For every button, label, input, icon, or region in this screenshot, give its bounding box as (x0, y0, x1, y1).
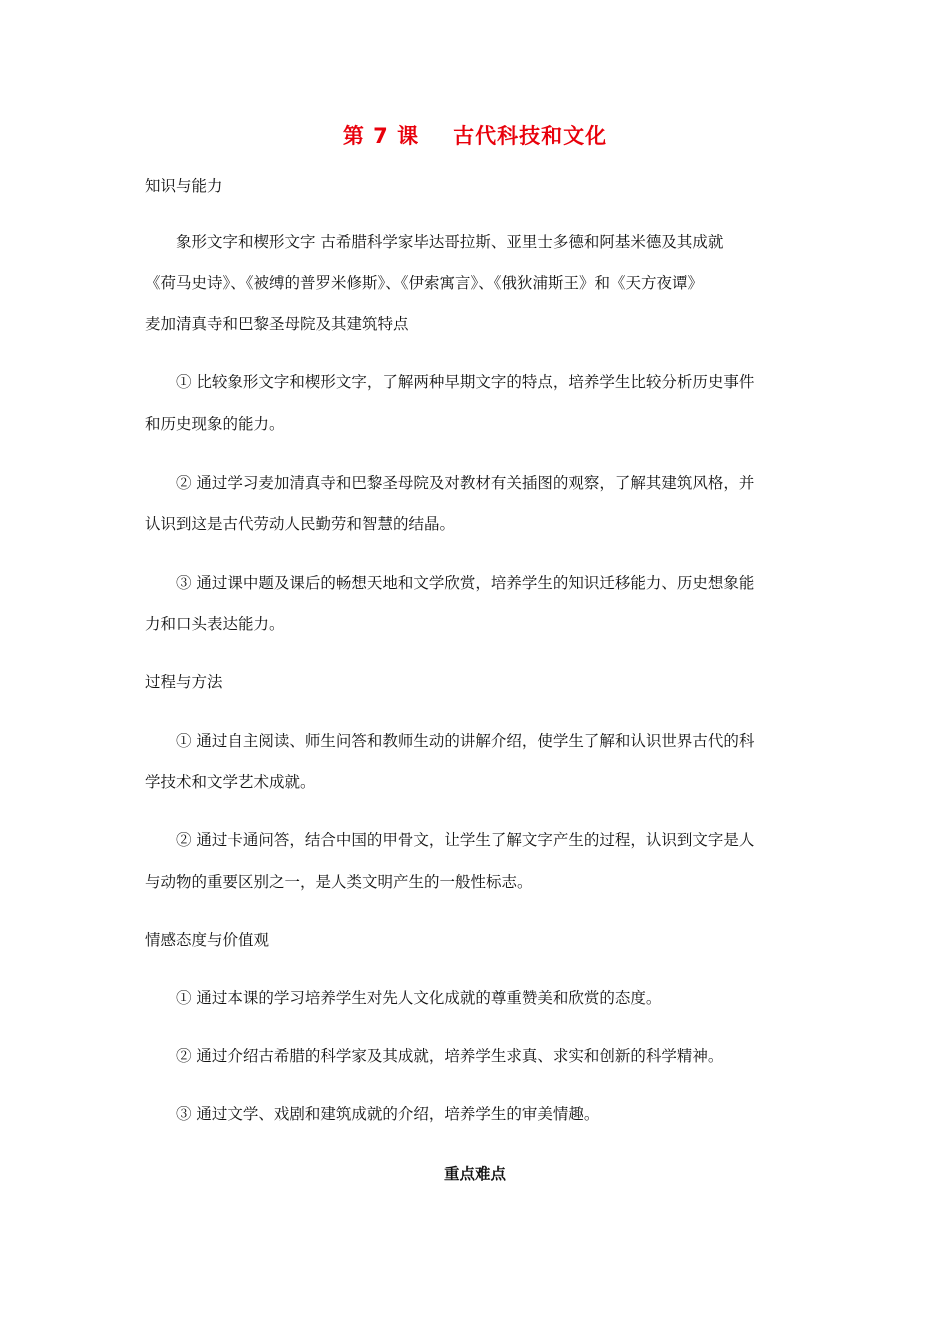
process-item-2-line-1: ② 通过卡通问答，结合中国的甲骨文，让学生了解文字产生的过程，认识到文字是人 (176, 831, 755, 849)
knowledge-item-3-line-1: ③ 通过课中题及课后的畅想天地和文学欣赏，培养学生的知识迁移能力、历史想象能 (176, 574, 755, 592)
section-heading-process: 过程与方法 (145, 673, 223, 691)
process-item-2-line-2: 与动物的重要区别之一，是人类文明产生的一般性标志。 (145, 873, 533, 891)
key-points-heading: 重点难点 (443, 1165, 506, 1183)
knowledge-line-2: 《荷马史诗》、《被缚的普罗米修斯》、《伊索寓言》、《俄狄浦斯王》和《天方夜谭》 (145, 274, 704, 292)
knowledge-item-2-line-2: 认识到这是古代劳动人民勤劳和智慧的结晶。 (145, 515, 456, 533)
knowledge-item-1-line-1: ① 比较象形文字和楔形文字，了解两种早期文字的特点，培养学生比较分析历史事件 (176, 373, 755, 391)
knowledge-line-1: 象形文字和楔形文字 古希腊科学家毕达哥拉斯、亚里士多德和阿基米德及其成就 (176, 233, 724, 251)
page-title (0, 120, 950, 150)
knowledge-item-3-line-2: 力和口头表达能力。 (145, 615, 285, 633)
section-heading-knowledge: 知识与能力 (145, 177, 223, 195)
process-item-1-line-2: 学技术和文学艺术成就。 (145, 773, 316, 791)
knowledge-item-1-line-2: 和历史现象的能力。 (145, 415, 285, 433)
emotion-item-3: ③ 通过文学、戏剧和建筑成就的介绍，培养学生的审美情趣。 (176, 1105, 600, 1123)
knowledge-item-2-line-1: ② 通过学习麦加清真寺和巴黎圣母院及对教材有关插图的观察，了解其建筑风格，并 (176, 474, 755, 492)
section-heading-emotion: 情感态度与价值观 (145, 931, 270, 949)
emotion-item-1: ① 通过本课的学习培养学生对先人文化成就的尊重赞美和欣赏的态度。 (176, 989, 662, 1007)
knowledge-line-3: 麦加清真寺和巴黎圣母院及其建筑特点 (145, 315, 409, 333)
emotion-item-2: ② 通过介绍古希腊的科学家及其成就，培养学生求真、求实和创新的科学精神。 (176, 1047, 724, 1065)
process-item-1-line-1: ① 通过自主阅读、师生问答和教师生动的讲解介绍，使学生了解和认识世界古代的科 (176, 732, 755, 750)
lesson-number: 第 7 课 (342, 124, 420, 148)
lesson-name: 古代科技和文化 (453, 124, 608, 148)
